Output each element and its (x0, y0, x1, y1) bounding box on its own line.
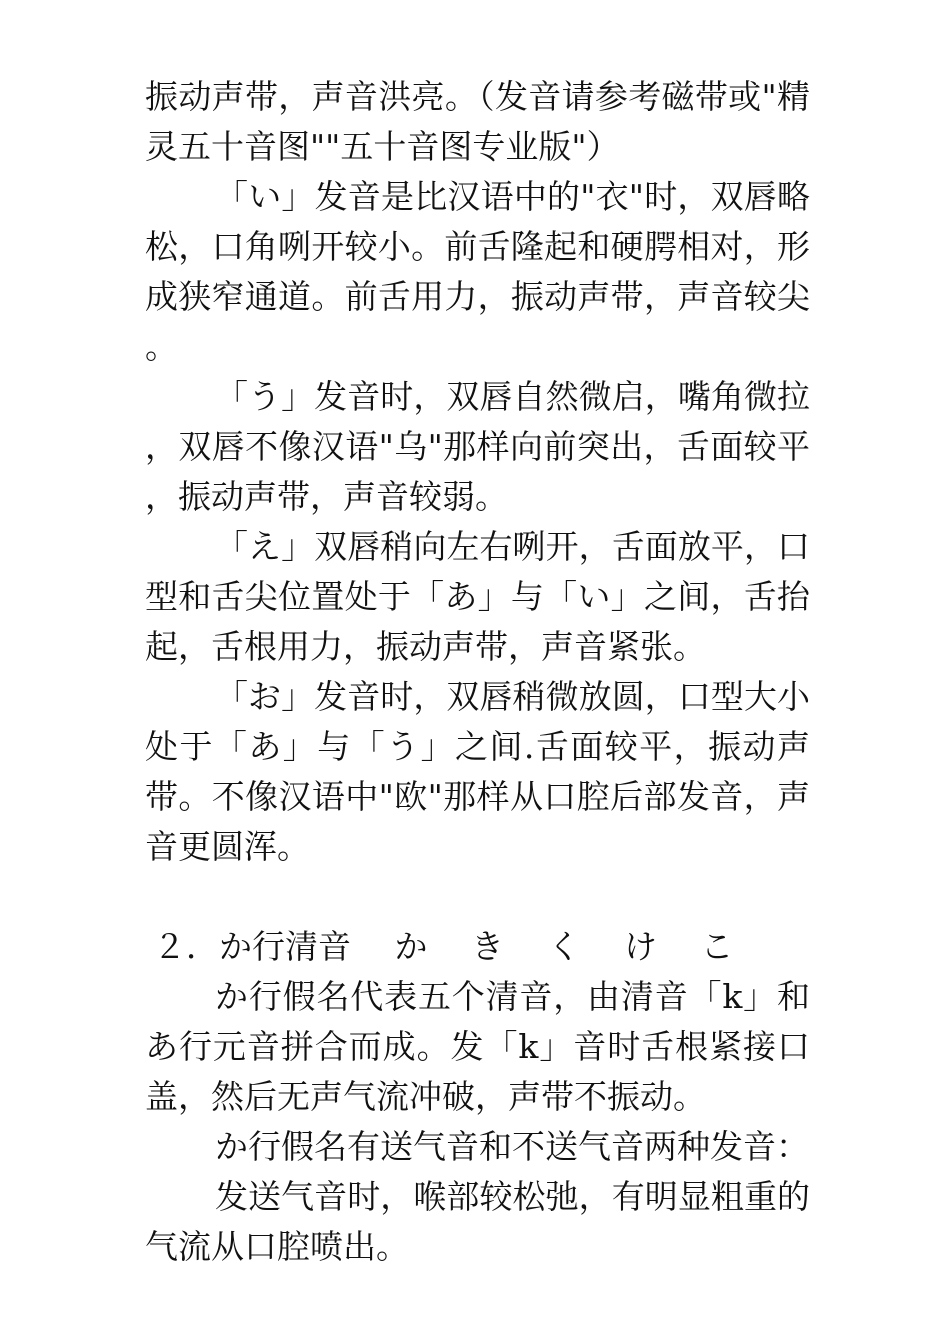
paragraph-ka-row-intro: か行假名代表五个清音，由清音「k」和あ行元音拼合而成。发「k」音时舌根紧接口盖，然后无声气流冲破，声带不振动。 (145, 977, 810, 1116)
section-spacer (145, 872, 810, 922)
paragraph-aspirated: 发送气音时，喉部较松弛，有明显粗重的气流从口腔喷出。 (145, 1177, 810, 1266)
paragraph-e-vowel: 「え」双唇稍向左右咧开，舌面放平，口型和舌尖位置处于「あ」与「い」之间，舌抬起，舌根用力，振动声带，声音紧张。 (145, 527, 810, 666)
paragraph-o-vowel: 「お」发音时，双唇稍微放圆，口型大小处于「あ」与「う」之间.舌面较平，振动声带。不像汉语中"欧"那样从口腔后部发音，声音更圆浑。 (145, 677, 810, 866)
section-heading-ka-row: ２．か行清音 か き く け こ (153, 927, 734, 966)
paragraph-ka-row-types: か行假名有送气音和不送气音两种发音： (215, 1127, 809, 1166)
paragraph-a-vowel-end: 振动声带，声音洪亮。（发音请参考磁带或"精灵五十音图""五十音图专业版"） (145, 77, 810, 166)
document-page (145, 72, 810, 1272)
paragraph-u-vowel: 「う」发音时，双唇自然微启，嘴角微拉，双唇不像汉语"乌"那样向前突出，舌面较平，振动声带，声音较弱。 (145, 377, 810, 516)
paragraph-i-vowel: 「い」发音是比汉语中的"衣"时，双唇略松，口角咧开较小。前舌隆起和硬腭相对，形成狭窄通道。前舌用力，振动声带，声音较尖。 (145, 177, 810, 366)
